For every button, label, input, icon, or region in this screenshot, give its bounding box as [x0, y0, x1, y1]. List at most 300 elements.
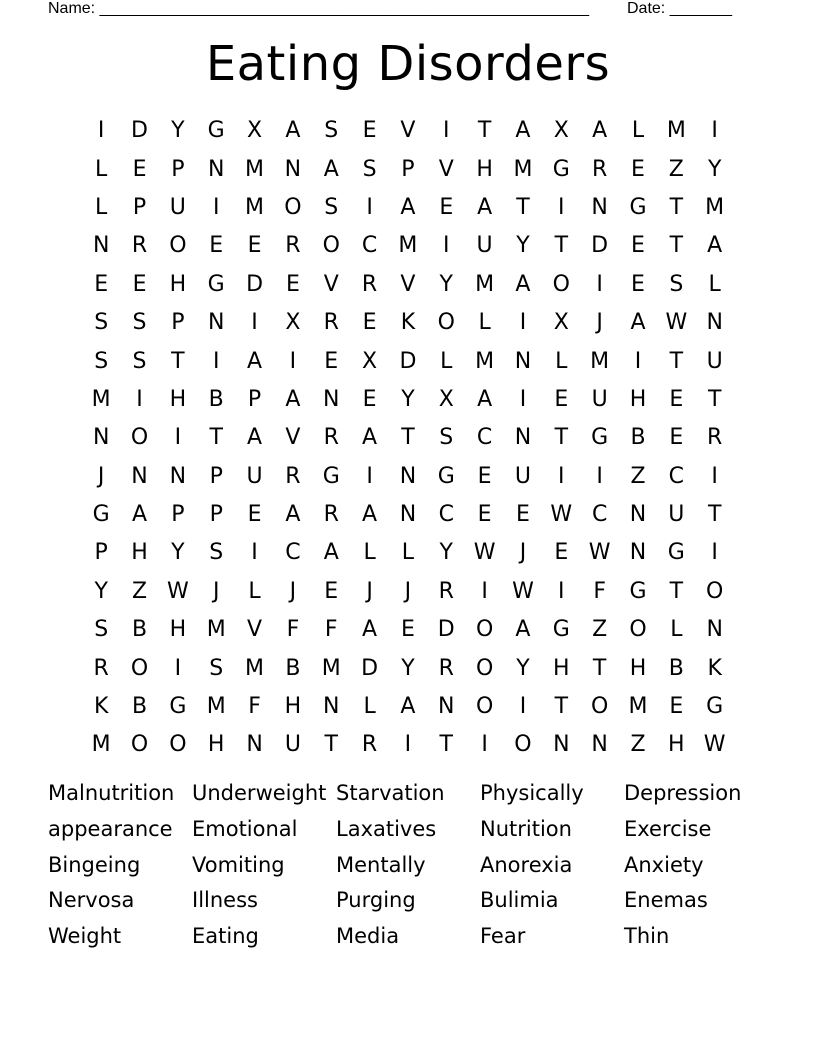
grid-letter: S	[324, 194, 339, 220]
grid-letter: O	[475, 617, 494, 643]
grid-letter: R	[323, 310, 339, 336]
grid-letter: P	[247, 386, 262, 412]
grid-letter: Z	[630, 732, 646, 758]
grid-letter: A	[477, 386, 493, 412]
grid-letter: P	[171, 156, 185, 182]
grid-letter: N	[284, 156, 302, 182]
grid-letter: O	[552, 271, 570, 297]
grid-letter: R	[438, 655, 454, 681]
grid-letter: I	[634, 348, 642, 374]
grid-letter: A	[362, 617, 378, 643]
grid-letter: A	[362, 425, 378, 451]
grid-letter: N	[131, 463, 148, 489]
grid-letter: L	[555, 348, 568, 374]
grid-letter: S	[94, 617, 109, 643]
grid-letter: Y	[516, 233, 530, 259]
grid-letter: O	[284, 194, 302, 220]
word-bank-item: Emotional	[192, 816, 298, 841]
grid-letter: J	[366, 578, 373, 604]
word-bank-item: Bulimia	[480, 888, 559, 913]
grid-letter: Y	[707, 156, 722, 182]
grid-letter: S	[94, 310, 109, 336]
grid-letter: A	[285, 118, 301, 144]
grid-letter: L	[631, 118, 645, 144]
grid-letter: A	[323, 540, 339, 566]
grid-letter: L	[95, 194, 108, 220]
grid-row	[82, 381, 734, 419]
grid-letter: G	[552, 617, 570, 643]
grid-letter: I	[443, 118, 450, 144]
grid-letter: Y	[171, 118, 185, 144]
grid-row	[82, 150, 734, 188]
grid-letter: R	[591, 156, 608, 182]
grid-letter: N	[207, 156, 225, 182]
grid-letter: C	[668, 463, 685, 489]
grid-letter: O	[130, 732, 149, 758]
grid-letter: E	[554, 386, 569, 412]
grid-letter: A	[285, 502, 301, 528]
grid-letter: G	[437, 463, 455, 489]
grid-letter: D	[591, 233, 609, 259]
grid-letter: M	[666, 118, 686, 144]
grid-letter: I	[251, 540, 258, 566]
grid-letter: X	[438, 386, 454, 412]
grid-letter: E	[631, 233, 645, 259]
grid-letter: I	[596, 463, 603, 489]
grid-letter: L	[401, 540, 415, 566]
grid-letter: U	[246, 463, 263, 489]
grid-letter: H	[629, 655, 647, 681]
word-bank-item: Enemas	[624, 888, 708, 913]
grid-letter: N	[706, 617, 723, 643]
grid-row	[82, 342, 734, 380]
grid-letter: E	[477, 463, 492, 489]
grid-letter: O	[475, 694, 494, 720]
grid-letter: M	[91, 386, 111, 412]
grid-letter: M	[321, 655, 341, 681]
grid-letter: K	[400, 310, 416, 336]
grid-letter: O	[130, 425, 149, 451]
grid-letter: C	[438, 502, 454, 528]
grid-letter: O	[629, 617, 647, 643]
grid-letter: C	[361, 233, 378, 259]
grid-letter: M	[245, 655, 265, 681]
grid-letter: T	[554, 233, 569, 259]
grid-letter: W	[512, 578, 534, 604]
grid-letter: G	[552, 156, 570, 182]
grid-letter: B	[285, 655, 301, 681]
grid-letter: M	[398, 233, 418, 259]
grid-letter: V	[400, 271, 416, 297]
grid-letter: S	[209, 540, 224, 566]
grid-letter: N	[438, 694, 455, 720]
grid-letter: Y	[171, 540, 185, 566]
grid-letter: N	[706, 310, 723, 336]
word-bank-item: Media	[336, 924, 400, 949]
word-bank-item: appearance	[48, 816, 173, 841]
grid-letter: G	[706, 694, 724, 720]
grid-letter: N	[514, 425, 532, 451]
grid-letter: C	[476, 425, 493, 451]
grid-letter: R	[361, 271, 378, 297]
grid-letter: T	[669, 194, 684, 220]
page-title: Eating Disorders	[205, 36, 611, 92]
grid-letter: E	[362, 310, 377, 336]
grid-letter: P	[209, 463, 223, 489]
word-bank-item: Purging	[336, 888, 416, 913]
grid-letter: G	[322, 463, 340, 489]
grid-letter: R	[93, 655, 109, 681]
grid-letter: D	[361, 655, 379, 681]
grid-letter: M	[91, 732, 111, 758]
grid-letter: F	[286, 617, 300, 643]
word-bank-item: Underweight	[192, 781, 327, 805]
grid-letter: X	[553, 118, 569, 144]
grid-letter: G	[591, 425, 609, 451]
grid-letter: A	[707, 233, 723, 259]
grid-letter: A	[515, 118, 531, 144]
grid-row	[82, 419, 734, 457]
grid-letter: G	[667, 540, 685, 566]
word-bank-item: Illness	[192, 888, 258, 913]
grid-letter: E	[669, 425, 684, 451]
grid-letter: G	[629, 578, 647, 604]
grid-letter: F	[593, 578, 606, 604]
grid-letter: G	[207, 271, 225, 297]
grid-letter: I	[97, 118, 105, 144]
grid-letter: Y	[401, 386, 415, 412]
grid-letter: Z	[668, 156, 684, 182]
grid-letter: I	[558, 194, 565, 220]
grid-letter: M	[245, 194, 265, 220]
grid-letter: S	[209, 655, 224, 681]
grid-letter: R	[285, 463, 301, 489]
grid-letter: P	[171, 502, 185, 528]
grid-letter: F	[248, 694, 261, 720]
grid-letter: I	[174, 425, 182, 451]
grid-letter: H	[169, 386, 187, 412]
grid-letter: L	[708, 271, 721, 297]
grid-row	[82, 611, 734, 649]
grid-letter: I	[519, 386, 527, 412]
grid-letter: A	[400, 194, 416, 220]
grid-letter: A	[515, 271, 531, 297]
grid-letter: V	[400, 118, 416, 144]
grid-letter: I	[558, 578, 565, 604]
grid-letter: N	[169, 463, 187, 489]
grid-letter: O	[475, 655, 494, 681]
word-bank-item: Eating	[192, 924, 259, 949]
grid-letter: A	[515, 617, 531, 643]
grid-letter: E	[669, 386, 684, 412]
grid-letter: E	[324, 348, 339, 374]
grid-letter: E	[285, 271, 300, 297]
grid-letter: S	[362, 156, 377, 182]
grid-letter: M	[206, 694, 226, 720]
grid-letter: S	[324, 118, 339, 144]
grid-letter: A	[400, 694, 416, 720]
grid-letter: H	[169, 617, 187, 643]
grid-letter: E	[132, 271, 147, 297]
grid-letter: T	[477, 118, 492, 144]
grid-letter: A	[477, 194, 493, 220]
grid-letter: H	[207, 732, 225, 758]
grid-letter: D	[399, 348, 417, 374]
grid-letter: H	[476, 156, 493, 182]
grid-letter: K	[93, 694, 109, 720]
grid-letter: B	[208, 386, 224, 412]
grid-letter: H	[169, 271, 187, 297]
grid-letter: X	[362, 348, 378, 374]
grid-letter: T	[554, 425, 569, 451]
grid-letter: N	[399, 502, 417, 528]
grid-letter: W	[550, 502, 573, 528]
grid-row	[82, 688, 734, 726]
grid-letter: I	[366, 194, 373, 220]
grid-letter: D	[131, 118, 148, 144]
grid-letter: N	[323, 386, 340, 412]
grid-letter: R	[438, 578, 454, 604]
grid-letter: N	[92, 233, 110, 259]
grid-letter: A	[247, 348, 263, 374]
grid-letter: B	[668, 655, 684, 681]
grid-letter: N	[92, 425, 110, 451]
grid-row	[82, 112, 734, 150]
grid-letter: H	[629, 386, 647, 412]
grid-row	[82, 227, 734, 265]
grid-letter: V	[247, 617, 263, 643]
grid-letter: E	[669, 694, 684, 720]
grid-letter: I	[443, 233, 450, 259]
grid-letter: E	[400, 617, 415, 643]
grid-letter: E	[516, 502, 530, 528]
grid-letter: M	[705, 194, 725, 220]
grid-row	[82, 304, 734, 342]
word-bank-item: Laxatives	[336, 816, 437, 841]
grid-letter: E	[631, 156, 645, 182]
grid-row	[82, 726, 734, 764]
grid-letter: W	[703, 732, 726, 758]
grid-letter: G	[629, 194, 647, 220]
grid-letter: Y	[94, 578, 108, 604]
grid-letter: I	[711, 463, 718, 489]
grid-letter: B	[131, 694, 148, 720]
grid-letter: E	[439, 194, 454, 220]
grid-letter: N	[399, 463, 417, 489]
grid-letter: O	[514, 732, 532, 758]
grid-letter: B	[630, 425, 646, 451]
grid-letter: G	[169, 694, 187, 720]
date-field-line: Date: _______	[627, 0, 732, 17]
grid-letter: O	[169, 233, 187, 259]
grid-letter: U	[169, 194, 186, 220]
grid-letter: S	[132, 310, 147, 336]
grid-letter: Y	[516, 655, 530, 681]
word-bank-item: Vomiting	[192, 852, 285, 877]
grid-letter: A	[592, 118, 608, 144]
grid-letter: T	[209, 425, 223, 451]
grid-letter: I	[481, 578, 488, 604]
grid-letter: N	[629, 540, 647, 566]
grid-letter: I	[596, 271, 603, 297]
grid-row	[82, 496, 734, 534]
grid-letter: H	[131, 540, 148, 566]
grid-letter: O	[322, 233, 340, 259]
grid-letter: A	[247, 425, 263, 451]
grid-letter: J	[519, 540, 527, 566]
grid-letter: V	[323, 271, 339, 297]
word-bank-item: Starvation	[336, 781, 445, 805]
grid-letter: M	[245, 156, 265, 182]
grid-letter: T	[707, 502, 722, 528]
grid-letter: H	[553, 655, 570, 681]
grid-letter: U	[706, 348, 723, 374]
grid-letter: P	[401, 156, 415, 182]
grid-letter: I	[519, 310, 527, 336]
grid-letter: E	[362, 118, 377, 144]
grid-letter: Y	[439, 540, 453, 566]
grid-letter: U	[591, 386, 608, 412]
grid-letter: T	[324, 732, 338, 758]
grid-letter: N	[514, 348, 532, 374]
grid-letter: T	[554, 694, 569, 720]
grid-letter: A	[630, 310, 646, 336]
grid-letter: I	[212, 348, 220, 374]
grid-letter: V	[285, 425, 301, 451]
grid-letter: S	[669, 271, 684, 297]
grid-letter: I	[481, 732, 488, 758]
grid-letter: P	[132, 194, 147, 220]
grid-row	[82, 534, 734, 572]
grid-letter: S	[94, 348, 109, 374]
grid-letter: L	[95, 156, 108, 182]
grid-letter: T	[669, 578, 684, 604]
word-bank-item: Mentally	[336, 852, 426, 877]
grid-letter: I	[251, 310, 258, 336]
grid-letter: L	[670, 617, 683, 643]
grid-letter: X	[285, 310, 301, 336]
grid-letter: N	[553, 732, 570, 758]
grid-letter: E	[362, 386, 377, 412]
word-bank-item: Fear	[480, 924, 526, 949]
grid-letter: E	[477, 502, 492, 528]
grid-letter: P	[209, 502, 223, 528]
word-bank-item: Depression	[624, 781, 742, 805]
grid-letter: D	[437, 617, 455, 643]
grid-letter: T	[516, 194, 530, 220]
grid-letter: U	[284, 732, 301, 758]
grid-row	[82, 458, 734, 496]
grid-letter: O	[590, 694, 609, 720]
grid-letter: M	[590, 348, 610, 374]
grid-letter: A	[362, 502, 378, 528]
grid-letter: M	[475, 348, 495, 374]
grid-letter: L	[440, 348, 453, 374]
grid-letter: R	[323, 502, 339, 528]
grid-letter: E	[209, 233, 224, 259]
grid-letter: L	[478, 310, 491, 336]
grid-letter: W	[588, 540, 611, 566]
grid-letter: E	[631, 271, 645, 297]
grid-letter: L	[248, 578, 261, 604]
grid-letter: S	[439, 425, 454, 451]
grid-letter: E	[247, 233, 262, 259]
grid-letter: I	[404, 732, 412, 758]
grid-letter: B	[131, 617, 148, 643]
grid-letter: U	[476, 233, 493, 259]
grid-letter: J	[212, 578, 220, 604]
grid-letter: P	[171, 310, 185, 336]
word-bank	[48, 776, 768, 955]
grid-letter: I	[212, 194, 220, 220]
grid-letter: S	[132, 348, 147, 374]
grid-letter: L	[363, 694, 376, 720]
grid-row	[82, 649, 734, 687]
grid-letter: E	[247, 502, 262, 528]
grid-letter: T	[401, 425, 415, 451]
word-bank-item: Malnutrition	[48, 781, 175, 805]
grid-letter: T	[171, 348, 185, 374]
grid-letter: V	[438, 156, 454, 182]
grid-letter: E	[132, 156, 147, 182]
grid-letter: H	[668, 732, 685, 758]
grid-letter: T	[669, 233, 684, 259]
grid-letter: J	[289, 578, 297, 604]
name-field-line: Name: _______________________________________________________	[48, 0, 589, 17]
grid-letter: I	[366, 463, 373, 489]
grid-letter: G	[92, 502, 110, 528]
grid-letter: I	[289, 348, 297, 374]
grid-row	[82, 266, 734, 304]
grid-letter: Z	[592, 617, 608, 643]
grid-letter: N	[629, 502, 647, 528]
grid-letter: O	[706, 578, 724, 604]
grid-letter: R	[323, 425, 339, 451]
grid-letter: J	[404, 578, 412, 604]
grid-letter: Y	[401, 655, 415, 681]
grid-letter: G	[207, 118, 225, 144]
word-bank-item: Anxiety	[624, 852, 704, 877]
grid-letter: X	[553, 310, 569, 336]
grid-letter: R	[131, 233, 148, 259]
grid-letter: E	[554, 540, 569, 566]
grid-letter: I	[174, 655, 182, 681]
grid-letter: L	[363, 540, 376, 566]
grid-letter: K	[707, 655, 722, 681]
word-bank-item: Nervosa	[48, 888, 135, 913]
grid-letter: R	[361, 732, 378, 758]
grid-letter: A	[323, 156, 339, 182]
grid-letter: R	[707, 425, 723, 451]
grid-letter: W	[166, 578, 189, 604]
grid-letter: W	[473, 540, 496, 566]
grid-letter: F	[324, 617, 338, 643]
word-bank-item: Thin	[624, 924, 670, 949]
grid-letter: A	[131, 502, 148, 528]
grid-row	[82, 189, 734, 227]
grid-letter: N	[323, 694, 340, 720]
grid-letter: A	[285, 386, 301, 412]
grid-letter: Y	[439, 271, 453, 297]
grid-letter: C	[285, 540, 301, 566]
grid-letter: P	[94, 540, 108, 566]
grid-letter: N	[591, 732, 608, 758]
grid-letter: H	[284, 694, 302, 720]
grid-letter: N	[246, 732, 263, 758]
grid-letter: I	[136, 386, 143, 412]
grid-letter: T	[669, 348, 684, 374]
grid-letter: C	[591, 502, 608, 528]
